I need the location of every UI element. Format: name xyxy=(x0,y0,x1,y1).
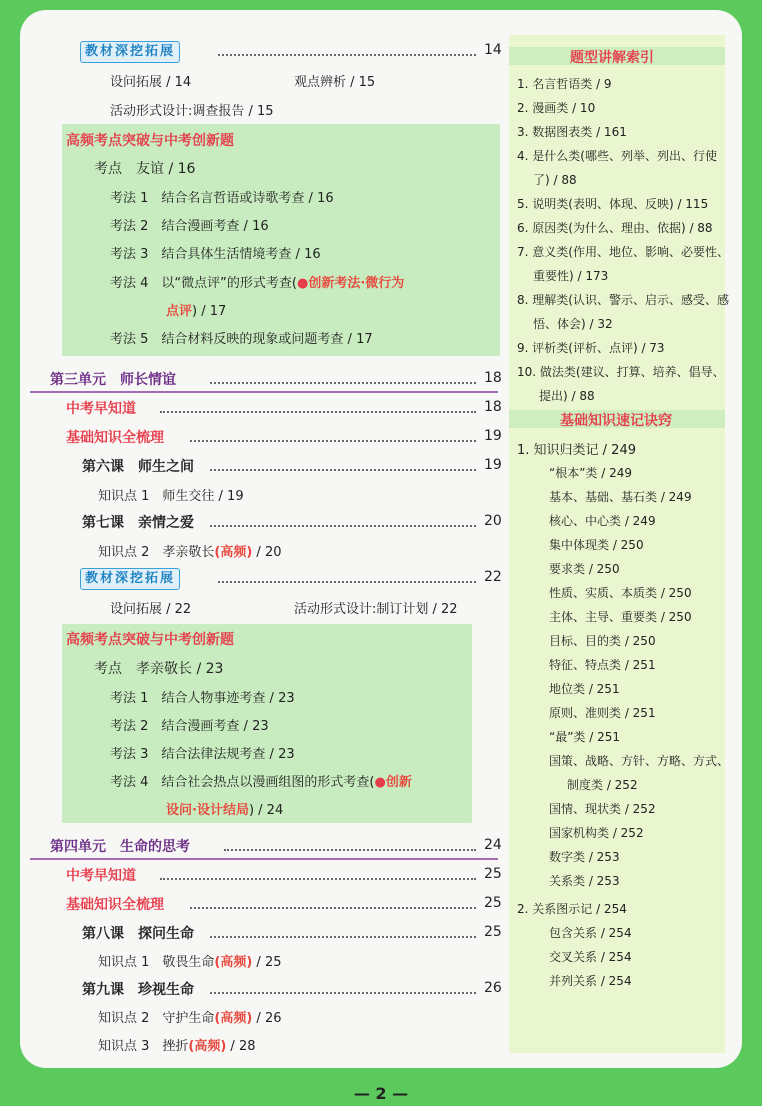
leader-dots xyxy=(190,907,476,909)
page-number: 24 xyxy=(484,837,502,853)
section-tag: 教材深挖拓展 xyxy=(80,568,180,590)
memo-item: 基本、基础、基石类 / 249 xyxy=(549,490,692,504)
memo-item: 主体、主导、重要类 / 250 xyxy=(549,610,692,624)
leader-dots xyxy=(160,411,476,413)
index-entry: 悟、体会) / 32 xyxy=(533,317,613,331)
lightbulb-icon: ● xyxy=(296,276,309,291)
leader-dots xyxy=(210,469,476,471)
lesson-title: 第八课 探问生命 xyxy=(82,926,194,942)
frequency-tag: (高频) xyxy=(214,545,253,560)
lesson-title: 第九课 珍视生命 xyxy=(82,982,194,998)
index-entry: 6. 原因类(为什么、理由、依据) / 88 xyxy=(517,221,713,235)
method-row: 考法 1 结合人物事迹考查 / 23 xyxy=(110,691,295,706)
method-text: 以“微点评”的形式考查( xyxy=(161,276,297,291)
page-number: 20 xyxy=(484,513,502,529)
index-entry: 9. 评析类(评析、点评) / 73 xyxy=(517,341,665,355)
page-number: 25 xyxy=(484,924,502,940)
index-entry: 重要性) / 173 xyxy=(533,269,609,283)
leader-dots xyxy=(218,54,476,56)
innovation-tag-cont: 点评 xyxy=(166,304,193,319)
method-row xyxy=(110,187,334,206)
page-number: 19 xyxy=(484,428,502,444)
page-number: 26 xyxy=(484,980,502,996)
page-number: 25 xyxy=(484,895,502,911)
unit-title: 第三单元 师长情谊 xyxy=(50,372,176,388)
method-suffix: ) / 17 xyxy=(192,304,227,319)
memo-item: 交叉关系 / 254 xyxy=(549,950,632,964)
toc-entry: 活动形式设计:制订计划 / 22 xyxy=(294,602,458,617)
method-row: 考法 2 结合漫画考查 / 23 xyxy=(110,719,269,734)
method-label: 考法 1 xyxy=(110,191,149,206)
section-heading: 中考早知道 xyxy=(66,401,136,417)
memo-item: 要求类 / 250 xyxy=(549,562,620,576)
memo-item: 制度类 / 252 xyxy=(567,778,638,792)
method-row xyxy=(110,328,373,347)
memo-item: 国情、现状类 / 252 xyxy=(549,802,656,816)
unit-divider xyxy=(30,858,498,860)
index-entry: 10. 做法类(建议、打算、培养、倡导、 xyxy=(517,365,725,379)
section-heading: 中考早知道 xyxy=(66,868,136,884)
index-entry: 了) / 88 xyxy=(533,173,577,187)
leader-dots xyxy=(210,525,476,527)
memo-item: 并列关系 / 254 xyxy=(549,974,632,988)
memo-item: 国家机构类 / 252 xyxy=(549,826,644,840)
index-entry: 7. 意义类(作用、地位、影响、必要性、 xyxy=(517,245,729,259)
method-label: 考法 4 xyxy=(110,276,149,291)
method-row xyxy=(110,272,404,291)
innovation-tag: 创新考法·微行为 xyxy=(308,276,405,291)
index-entry: 1. 名言哲语类 / 9 xyxy=(517,77,612,91)
page-number: 22 xyxy=(484,569,502,585)
method-row xyxy=(110,243,321,262)
box-title: 高频考点突破与中考创新题 xyxy=(66,133,234,149)
lightbulb-icon: ● xyxy=(374,775,386,790)
section-heading: 基础知识全梳理 xyxy=(66,430,164,446)
exam-point: 考点 孝亲敬长 / 23 xyxy=(94,661,224,677)
method-row: 考法 4 结合社会热点以漫画组图的形式考查(●创新 xyxy=(110,775,412,790)
method-label: 考法 2 xyxy=(110,219,149,234)
toc-entry: 活动形式设计:调查报告 / 15 xyxy=(110,104,274,119)
memo-item: 数字类 / 253 xyxy=(549,850,620,864)
leader-dots xyxy=(218,581,476,583)
index-entry: 4. 是什么类(哪些、列举、列出、行使 xyxy=(517,149,717,163)
leader-dots xyxy=(210,382,476,384)
memo-item: 地位类 / 251 xyxy=(549,682,620,696)
method-label: 考法 5 xyxy=(110,332,149,347)
memo-item: 性质、实质、本质类 / 250 xyxy=(549,586,692,600)
knowledge-point: 知识点 2 孝亲敬长(高频) / 20 xyxy=(98,545,282,560)
index-entry: 提出) / 88 xyxy=(539,389,595,403)
memo-item: 国策、战略、方针、方略、方式、 xyxy=(549,754,730,768)
method-text: 结合具体生活情境考查 / 16 xyxy=(161,247,321,262)
leader-dots xyxy=(224,849,476,851)
page-footer: — 2 — xyxy=(353,1084,409,1103)
section-heading: 基础知识全梳理 xyxy=(66,897,164,913)
memo-heading: 2. 关系图示记 / 254 xyxy=(517,902,627,916)
toc-entry: 设问拓展 / 14 xyxy=(110,75,192,90)
toc-entry: 设问拓展 / 22 xyxy=(110,602,192,617)
knowledge-point: 知识点 1 敬畏生命(高频) / 25 xyxy=(98,955,282,970)
knowledge-point: 知识点 3 挫折(高频) / 28 xyxy=(98,1039,256,1054)
lesson-title: 第七课 亲情之爱 xyxy=(82,515,194,531)
index-entry: 2. 漫画类 / 10 xyxy=(517,101,596,115)
memo-item: “根本”类 / 249 xyxy=(549,466,633,480)
box-title: 高频考点突破与中考创新题 xyxy=(66,632,234,648)
lesson-title: 第六课 师生之间 xyxy=(82,459,194,475)
innovation-tag: 创新 xyxy=(385,775,412,790)
panel-title: 题型讲解索引 xyxy=(570,50,654,66)
leader-dots xyxy=(190,440,476,442)
method-text: 结合名言哲语或诗歌考查 / 16 xyxy=(161,191,334,206)
frequency-tag: (高频) xyxy=(188,1039,227,1054)
method-label: 考法 3 xyxy=(110,247,149,262)
index-entry: 5. 说明类(表明、体现、反映) / 115 xyxy=(517,197,709,211)
section-tag: 教材深挖拓展 xyxy=(80,41,180,63)
memo-item: 原则、准则类 / 251 xyxy=(549,706,656,720)
memo-item: 目标、目的类 / 250 xyxy=(549,634,656,648)
knowledge-point: 知识点 1 师生交往 / 19 xyxy=(98,489,244,504)
knowledge-point: 知识点 2 守护生命(高频) / 26 xyxy=(98,1011,282,1026)
page-number: 18 xyxy=(484,370,502,386)
method-text: 结合漫画考查 / 16 xyxy=(161,219,269,234)
leader-dots xyxy=(160,878,476,880)
method-row xyxy=(110,215,269,234)
memo-item: 特征、特点类 / 251 xyxy=(549,658,656,672)
page-number: 18 xyxy=(484,399,502,415)
panel-title: 基础知识速记诀窍 xyxy=(560,413,672,429)
memo-heading: 1. 知识归类记 / 249 xyxy=(517,443,636,458)
memo-item: 包含关系 / 254 xyxy=(549,926,632,940)
method-text: 结合材料反映的现象或问题考查 / 17 xyxy=(161,332,373,347)
innovation-tag-cont: 设问·设计结局 xyxy=(166,803,249,818)
unit-title: 第四单元 生命的思考 xyxy=(50,839,190,855)
memo-item: 关系类 / 253 xyxy=(549,874,620,888)
index-entry: 8. 理解类(认识、警示、启示、感受、感 xyxy=(517,293,729,307)
method-row: 考法 3 结合法律法规考查 / 23 xyxy=(110,747,295,762)
leader-dots xyxy=(210,936,476,938)
memo-item: 集中体现类 / 250 xyxy=(549,538,644,552)
page-number: 14 xyxy=(484,42,502,58)
frequency-tag: (高频) xyxy=(214,955,253,970)
memo-item: “最”类 / 251 xyxy=(549,730,621,744)
unit-divider xyxy=(30,391,498,393)
page-number: 19 xyxy=(484,457,502,473)
index-entry: 3. 数据图表类 / 161 xyxy=(517,125,627,139)
toc-entry: 观点辨析 / 15 xyxy=(294,75,376,90)
frequency-tag: (高频) xyxy=(214,1011,253,1026)
page-number: 25 xyxy=(484,866,502,882)
exam-point: 考点 友谊 / 16 xyxy=(94,161,196,177)
memo-item: 核心、中心类 / 249 xyxy=(549,514,656,528)
leader-dots xyxy=(210,992,476,994)
